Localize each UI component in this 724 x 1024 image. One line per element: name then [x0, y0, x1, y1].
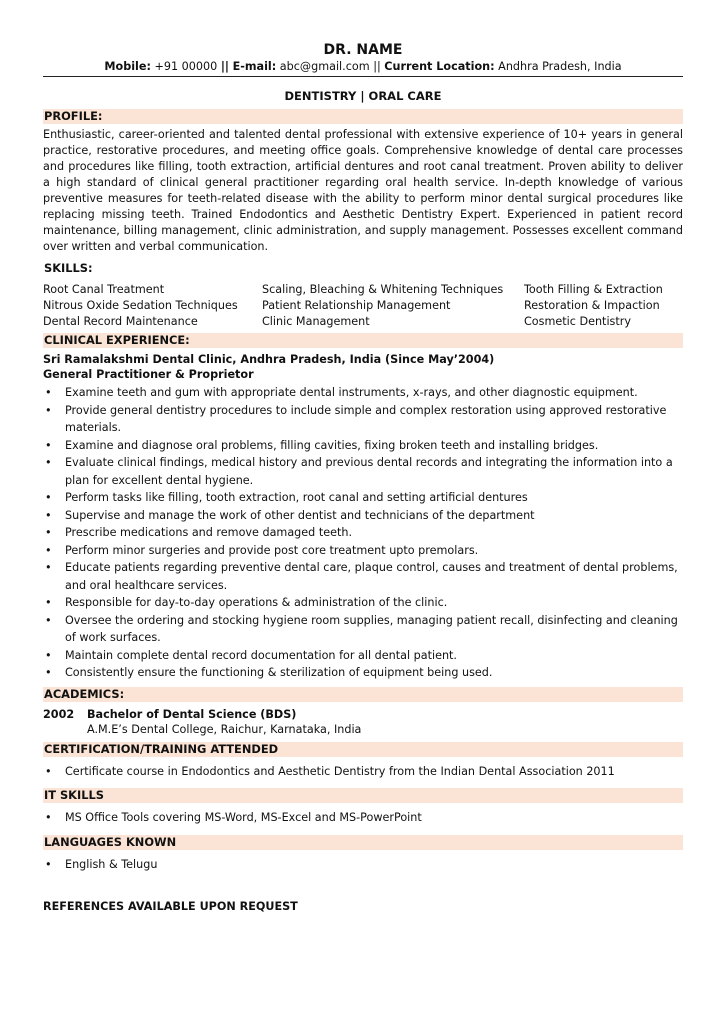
resume-page — [43, 42, 683, 914]
list-item: • Certificate course in Endodontics and Aesthetic Dentistry from the Indian Dental Association 2011 — [43, 763, 683, 781]
it-skills-heading: IT SKILLS — [43, 788, 683, 803]
academic-institution: A.M.E’s Dental College, Raichur, Karnataka, India — [87, 722, 362, 736]
languages-list — [43, 856, 683, 874]
list-item: • Oversee the ordering and stocking hygiene room supplies, managing patient recall, disinfecting and cleaning of work surfaces. — [45, 613, 678, 644]
bullet-icon: • — [45, 613, 52, 627]
skill-item: Tooth Filling & Extraction — [524, 283, 663, 296]
references-note: REFERENCES AVAILABLE UPON REQUEST — [43, 900, 298, 913]
email-label: E-mail: — [232, 60, 277, 73]
bullet-icon: • — [45, 811, 52, 824]
bullet-icon: • — [45, 456, 52, 469]
employer-name: Sri Ramalakshmi Dental Clinic, Andhra Pradesh, India (Since May’2004) — [43, 353, 495, 366]
list-item: • Perform tasks like filling, tooth extraction, root canal and setting artificial dentures — [43, 489, 683, 507]
skill-item: Scaling, Bleaching & Whitening Techniques — [262, 283, 504, 296]
skill-item: Nitrous Oxide Sedation Techniques — [43, 299, 238, 312]
bullet-icon: • — [45, 526, 52, 539]
bullet-icon: • — [45, 857, 52, 871]
profile-text: Enthusiastic, career-oriented and talented dental professional with extensive experience of 10+ years in general practice, restorative procedures, and meeting office goals. Comprehensive knowledge of dental care processes and procedures like filling, tooth extraction, artificial dentures and root canal treatment. Proven ability to deliver a high standard of clinical general practitioner regarding oral health service. In-depth knowledge of various preventive measures for teeth-related disease with the ability to perform minor dental surgical procedures like replacing missing teeth. Trained Endodontics and Aesthetic Dentistry Expert. Experienced in patient record maintenance, billing management, clinic administration, and supply management. Possesses excellent command over written and verbal communication. — [43, 128, 683, 253]
list-item: • Supervise and manage the work of other dentist and technicians of the department — [43, 507, 683, 525]
profile-heading: PROFILE: — [43, 109, 683, 124]
bullet-icon: • — [45, 403, 52, 417]
certification-list — [43, 763, 683, 781]
list-item: • English & Telugu — [43, 856, 683, 874]
skills-grid — [43, 282, 683, 330]
list-item: • MS Office Tools covering MS-Word, MS-Excel and MS-PowerPoint — [43, 809, 683, 827]
mobile-label: Mobile: — [104, 60, 151, 73]
email-address: abc@gmail.com — [279, 60, 370, 73]
academic-year: 2002 — [43, 707, 75, 721]
list-item: • Evaluate clinical findings, medical history and previous dental records and integrating the information into a plan for excellent dental hygiene. — [45, 456, 673, 487]
bullet-icon: • — [45, 438, 52, 452]
bullet-icon: • — [45, 596, 52, 609]
skill-item: Patient Relationship Management — [262, 299, 451, 312]
experience-heading: CLINICAL EXPERIENCE: — [43, 333, 683, 348]
academic-degree: Bachelor of Dental Science (BDS) — [87, 707, 297, 721]
bullet-icon: • — [45, 491, 52, 504]
job-role: General Practitioner & Proprietor — [43, 368, 254, 381]
academics-heading: ACADEMICS: — [43, 687, 683, 702]
skill-item: Clinic Management — [262, 315, 370, 328]
bullet-icon: • — [45, 648, 52, 662]
list-item: • Examine and diagnose oral problems, filling cavities, fixing broken teeth and installing bridges. — [43, 437, 683, 455]
separator: || — [373, 60, 381, 73]
experience-list — [43, 384, 683, 682]
academic-entry — [43, 707, 683, 722]
list-item: • Examine teeth and gum with appropriate dental instruments, x-rays, and other diagnostic equipment. — [43, 384, 683, 402]
skill-item: Root Canal Treatment — [43, 283, 165, 296]
languages-heading: LANGUAGES KNOWN — [43, 835, 683, 850]
list-item: • Perform minor surgeries and provide post core treatment upto premolars. — [43, 542, 683, 560]
list-item: • Responsible for day-to-day operations & administration of the clinic. — [43, 594, 683, 612]
list-item: • Consistently ensure the functioning & sterilization of equipment being used. — [43, 664, 683, 682]
professional-title: DENTISTRY | ORAL CARE — [284, 89, 442, 103]
candidate-name: DR. NAME — [323, 42, 403, 58]
skills-heading: SKILLS: — [44, 261, 93, 275]
list-item: • Provide general dentistry procedures to include simple and complex restoration using approved restorative materials. — [45, 403, 667, 434]
bullet-icon: • — [45, 543, 52, 557]
bullet-icon: • — [45, 386, 52, 399]
contact-line — [43, 59, 683, 74]
skill-item: Dental Record Maintenance — [43, 315, 198, 328]
skill-item: Cosmetic Dentistry — [524, 315, 631, 328]
location-value: Andhra Pradesh, India — [498, 60, 622, 73]
bullet-icon: • — [45, 764, 52, 778]
list-item: • Maintain complete dental record documentation for all dental patient. — [43, 647, 683, 665]
separator: || — [220, 60, 230, 73]
list-item: • Prescribe medications and remove damaged teeth. — [43, 524, 683, 542]
skill-item: Restoration & Impaction — [524, 299, 660, 312]
bullet-icon: • — [45, 561, 52, 574]
mobile-number: +91 00000 — [154, 60, 218, 73]
certification-heading: CERTIFICATION/TRAINING ATTENDED — [43, 742, 683, 757]
header-divider — [43, 76, 683, 77]
location-label: Current Location: — [384, 60, 495, 73]
list-item: • Educate patients regarding preventive dental care, plaque control, causes and treatment of dental problems, and oral healthcare services. — [45, 561, 678, 592]
bullet-icon: • — [45, 666, 52, 679]
it-skills-list — [43, 809, 683, 827]
bullet-icon: • — [45, 508, 52, 522]
